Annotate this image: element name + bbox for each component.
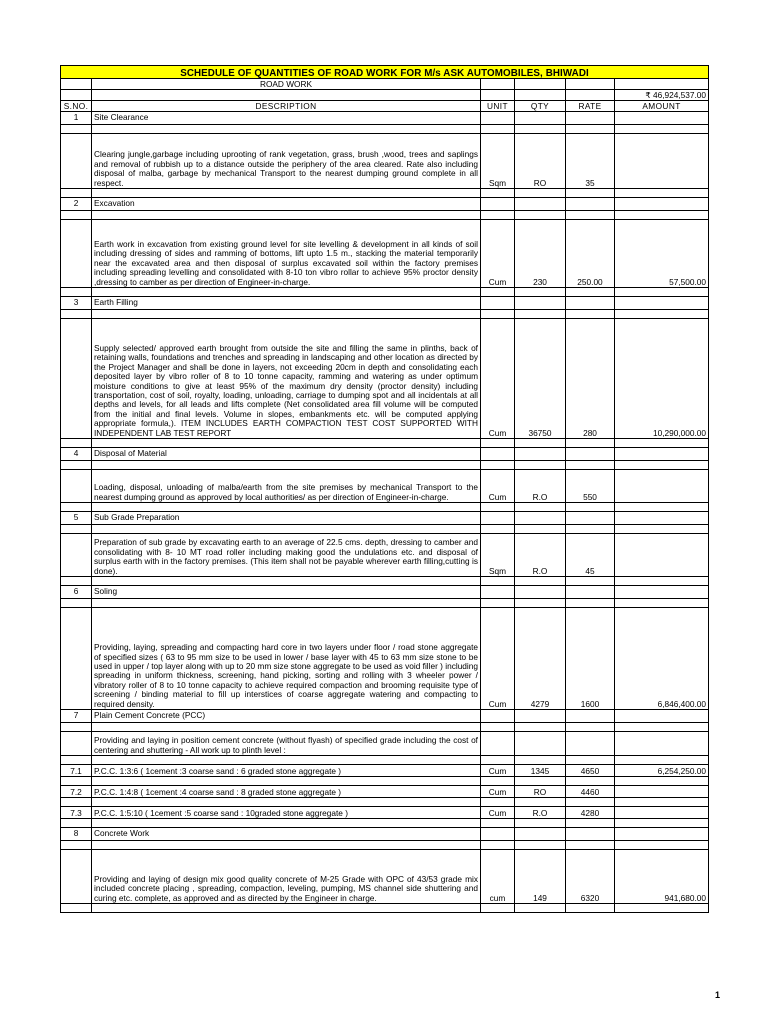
cell-description: Loading, disposal, unloading of malba/earth from the site premises by mechanical Transport to the nearest dumping ground as approved by local authorities/ as per direction of Engineer-in-charge. xyxy=(92,470,481,503)
spacer-row xyxy=(61,599,709,608)
cell-qty: RO xyxy=(515,786,566,798)
cell-sno: 6 xyxy=(61,586,92,599)
item-row xyxy=(61,786,709,798)
header-rate: RATE xyxy=(566,101,615,112)
cell-rate: 4460 xyxy=(566,786,615,798)
quantities-table xyxy=(60,65,709,913)
cell-sno: 2 xyxy=(61,198,92,211)
header-sno: S.NO. xyxy=(61,101,92,112)
cell-amount xyxy=(615,786,709,798)
cell-description: Soling xyxy=(92,586,481,599)
cell-unit: Sqm xyxy=(481,134,515,189)
cell-amount: 941,680.00 xyxy=(615,850,709,904)
cell-rate: 45 xyxy=(566,534,615,577)
cell-sno: 7.1 xyxy=(61,765,92,777)
cell-sno: 7.3 xyxy=(61,807,92,819)
cell-unit: Cum xyxy=(481,765,515,777)
cell-qty: R.O xyxy=(515,534,566,577)
cell-amount: 10,290,000.00 xyxy=(615,319,709,439)
cell-description: Providing and laying of design mix good quality concrete of M-25 Grade with OPC of 43/53 grade mix included concrete placing , spreading, compaction, leveling, pumping, MS channel side shuttering and curing etc. complete, as approved and as directed by the Engineer in charge. xyxy=(92,850,481,904)
spacer-row xyxy=(61,723,709,732)
cell-description: Concrete Work xyxy=(92,828,481,841)
cell-rate xyxy=(566,732,615,756)
header-description: DESCRIPTION xyxy=(92,101,481,112)
header-unit: UNIT xyxy=(481,101,515,112)
cell-description: Preparation of sub grade by excavating earth to an average of 22.5 cms. depth, dressing to camber and consolidating with 8- 10 MT road roller including making good the undulations etc. and disposal of surplus earth with in the factory premises. (This item shall not be payable wherever earth filling,cutting is done). xyxy=(92,534,481,577)
cell-rate: 280 xyxy=(566,319,615,439)
cell-description: Disposal of Material xyxy=(92,448,481,461)
cell-sno: 8 xyxy=(61,828,92,841)
cell-description: P.C.C. 1:5:10 ( 1cement :5 coarse sand : 10graded stone aggregate ) xyxy=(92,807,481,819)
section-heading-row xyxy=(61,710,709,723)
item-row xyxy=(61,134,709,189)
cell-description: P.C.C. 1:3:6 ( 1cement :3 coarse sand : 6 graded stone aggregate ) xyxy=(92,765,481,777)
cell-sno: 5 xyxy=(61,512,92,525)
cell-unit xyxy=(481,732,515,756)
cell-description: Plain Cement Concrete (PCC) xyxy=(92,710,481,723)
cell-unit: Cum xyxy=(481,807,515,819)
cell-rate: 35 xyxy=(566,134,615,189)
cell-amount: 6,254,250.00 xyxy=(615,765,709,777)
spacer-row xyxy=(61,125,709,134)
spacer-row xyxy=(61,288,709,297)
spacer-row xyxy=(61,439,709,448)
spacer-row xyxy=(61,525,709,534)
spacer-row xyxy=(61,310,709,319)
spacer-row xyxy=(61,841,709,850)
cell-description: Site Clearance xyxy=(92,112,481,125)
cell-description: Sub Grade Preparation xyxy=(92,512,481,525)
cell-description: Earth work in excavation from existing ground level for site levelling & development in all kinds of soil including dressing of sides and ramming of bottoms, lift upto 1.5 m., stacking the material temporarily near the excavated area and then disposal of surplus excavated soil within the factory premises including spreading levelling and consolidated with 8-10 ton vibro rollar to achieve 95% proctor density ,dressing to camber as per direction of Engineer-in-charge. xyxy=(92,220,481,288)
item-row xyxy=(61,732,709,756)
grand-total-row xyxy=(61,90,709,101)
cell-rate: 4280 xyxy=(566,807,615,819)
section-heading-row xyxy=(61,297,709,310)
section-heading-row xyxy=(61,448,709,461)
cell-rate: 6320 xyxy=(566,850,615,904)
cell-qty: R.O xyxy=(515,470,566,503)
cell-qty xyxy=(515,732,566,756)
cell-sno: 3 xyxy=(61,297,92,310)
section-heading-row xyxy=(61,198,709,211)
item-row xyxy=(61,220,709,288)
spacer-row xyxy=(61,211,709,220)
spacer-row xyxy=(61,577,709,586)
cell-qty: RO xyxy=(515,134,566,189)
cell-unit: Cum xyxy=(481,220,515,288)
spacer-row xyxy=(61,904,709,913)
cell-sno: 7.2 xyxy=(61,786,92,798)
section-heading-row xyxy=(61,586,709,599)
cell-rate: 250.00 xyxy=(566,220,615,288)
spacer-row xyxy=(61,777,709,786)
cell-unit: Cum xyxy=(481,470,515,503)
title-row xyxy=(61,66,709,79)
cell-description: Providing, laying, spreading and compacting hard core in two layers under floor / road stone aggregate of specified sizes ( 63 to 95 mm size to be used in lower / base layer with 45 to 63 mm size stone to be used in upper / top layer along with up to 20 mm size stone aggregate to be used as void filler ) including spreading in uniform thickness, screening, hand picking, sorting and rolling with 3 wheeler power / vibratory roller of 8 to 10 tonne capacity to achieve required compaction and brooming requisite type of screening / binding material to fill up interstices of coarse aggregate watering and compacting to required density. xyxy=(92,608,481,710)
cell-rate: 1600 xyxy=(566,608,615,710)
cell-amount xyxy=(615,134,709,189)
cell-unit: Sqm xyxy=(481,534,515,577)
cell-qty: 149 xyxy=(515,850,566,904)
item-row xyxy=(61,534,709,577)
cell-qty: 230 xyxy=(515,220,566,288)
cell-amount: 6,846,400.00 xyxy=(615,608,709,710)
subtitle-row xyxy=(61,79,709,90)
document-title: SCHEDULE OF QUANTITIES OF ROAD WORK FOR M/s ASK AUTOMOBILES, BHIWADI xyxy=(61,66,709,79)
cell-qty: 1345 xyxy=(515,765,566,777)
cell-amount xyxy=(615,470,709,503)
page-number: 1 xyxy=(714,990,720,1000)
grand-total-amount: ₹ 46,924,537.00 xyxy=(615,90,709,101)
spacer-row xyxy=(61,798,709,807)
cell-unit: Cum xyxy=(481,319,515,439)
cell-description: Providing and laying in position cement concrete (without flyash) of specified grade including the cost of centering and shuttering - All work up to plinth level : xyxy=(92,732,481,756)
cell-sno: 7 xyxy=(61,710,92,723)
cell-amount: 57,500.00 xyxy=(615,220,709,288)
section-subtitle: ROAD WORK xyxy=(92,79,481,90)
cell-sno: 1 xyxy=(61,112,92,125)
cell-amount xyxy=(615,534,709,577)
cell-description: P.C.C. 1:4:8 ( 1cement :4 coarse sand : 8 graded stone aggregate ) xyxy=(92,786,481,798)
cell-description: Earth Filling xyxy=(92,297,481,310)
item-row xyxy=(61,470,709,503)
cell-rate: 550 xyxy=(566,470,615,503)
item-row xyxy=(61,765,709,777)
spacer-row xyxy=(61,503,709,512)
spacer-row xyxy=(61,189,709,198)
cell-description: Excavation xyxy=(92,198,481,211)
cell-unit: Cum xyxy=(481,786,515,798)
section-heading-row xyxy=(61,512,709,525)
cell-description: Clearing jungle,garbage including uprooting of rank vegetation, grass, brush ,wood, trees and saplings and removal of rubbish up to a distance outside the periphery of the area cleared. Rate also including disposal of malba, garbage by mechanical Transport to the nearest dumping ground complete in all respect. xyxy=(92,134,481,189)
header-amount: AMOUNT xyxy=(615,101,709,112)
cell-qty: R.O xyxy=(515,807,566,819)
cell-rate: 4650 xyxy=(566,765,615,777)
item-row xyxy=(61,807,709,819)
cell-description: Supply selected/ approved earth brought from outside the site and filling the same in plinths, back of retaining walls, foundations and trenches and spreading in landscaping and other location as directed by the Project Manager and shall be done in layers, not exceeding 20cm in depth and consolidating each deposited layer by vibro roller of 8 to 10 tonne capacity, ramming and watering as under optimum moisture conditions to give at least 95% of the maximum dry density (proctor density) including transportation, cost of soil, royalty, loading, unloading, carriage to dumping spot and all incidentals at all depths and levels, for all leads and lifts complete (Net consolidated area fill volume will be computed from the initial and final levels. Volume in slopes, embankments etc. will be computed applying appropriate formula,). ITEM INCLUDES EARTH COMPACTION TEST COST SUPPORTED WITH INDEPENDENT LAB TEST REPORT xyxy=(92,319,481,439)
spacer-row xyxy=(61,756,709,765)
cell-unit: cum xyxy=(481,850,515,904)
cell-unit: Cum xyxy=(481,608,515,710)
section-heading-row xyxy=(61,828,709,841)
section-heading-row xyxy=(61,112,709,125)
item-row xyxy=(61,319,709,439)
header-qty: QTY xyxy=(515,101,566,112)
spacer-row xyxy=(61,461,709,470)
item-row xyxy=(61,850,709,904)
cell-qty: 4279 xyxy=(515,608,566,710)
cell-amount xyxy=(615,732,709,756)
cell-sno: 4 xyxy=(61,448,92,461)
item-row xyxy=(61,608,709,710)
cell-qty: 36750 xyxy=(515,319,566,439)
cell-amount xyxy=(615,807,709,819)
header-row xyxy=(61,101,709,112)
spacer-row xyxy=(61,819,709,828)
